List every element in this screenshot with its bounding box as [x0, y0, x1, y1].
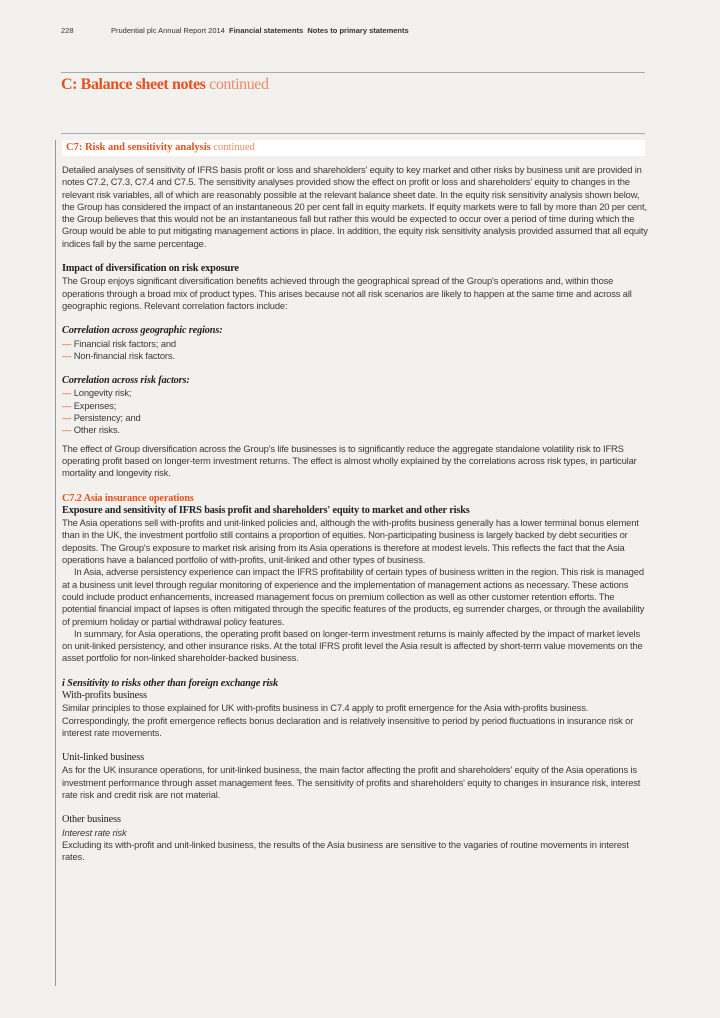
- asia-heading: C7.2 Asia insurance operations: [62, 492, 194, 504]
- list-item-text: Other risks.: [73, 424, 120, 436]
- page-title: [61, 76, 269, 94]
- list-item-text: Non-financial risk factors.: [73, 349, 175, 361]
- geo-heading: Correlation across geographic regions:: [62, 325, 223, 337]
- page-number: 228: [61, 26, 74, 35]
- list-item: [62, 424, 648, 436]
- asia-paragraph-3: In summary, for Asia operations, the operating profit based on longer-term investment returns is mainly affected by the impact of market levels on unit-linked persistency, and other insurance risks. At the total IFRS profit level the Asia result is affected by short-term value movements on the asset portfolio for non-linked shareholder-backed business.: [62, 627, 643, 664]
- divider: [61, 133, 645, 134]
- dash-marker: —: [62, 337, 72, 349]
- divider: [61, 72, 645, 73]
- dash-marker: —: [62, 424, 72, 436]
- list-item: [62, 400, 648, 412]
- interest-rate-heading: Interest rate risk: [62, 826, 127, 838]
- interest-rate-paragraph: Excluding its with-profit and unit-linked business, the results of the Asia business are sensitive to the vagaries of routine movements in interest rates.: [62, 838, 629, 863]
- title-main: C: Balance sheet notes: [61, 76, 206, 93]
- sensitivity-heading: i Sensitivity to risks other than foreign exchange risk: [62, 677, 279, 689]
- list-item: [62, 387, 648, 399]
- dash-marker: —: [62, 399, 72, 411]
- publication-name: Prudential plc Annual Report 2014: [111, 26, 225, 35]
- diversification-paragraph: The Group enjoys significant diversification benefits achieved through the geographical spread of the Group's operations and, within those operations through a broad mix of product types. This arises because not all risk scenarios are likely to happen at the same time and across all geographic regions. Relevant correlation factors include:: [62, 275, 632, 311]
- list-item: [62, 338, 648, 350]
- other-business-heading: Other business: [62, 814, 121, 826]
- unit-linked-paragraph: As for the UK insurance operations, for unit-linked business, the main factor affecting the profit and shareholders' equity of the Asia operations is investment performance through asset management fees. The sensitivity of profits and shareholders' equity to changes in insurance risk, interest rate risk and credit risk are not material.: [62, 764, 641, 801]
- section-name: Financial statements: [229, 26, 304, 35]
- section-title: [66, 142, 255, 153]
- breadcrumb: [111, 26, 409, 35]
- unit-linked-heading: Unit-linked business: [62, 752, 144, 764]
- subtitle-main: C7: Risk and sensitivity analysis: [66, 142, 211, 153]
- title-suffix: continued: [205, 76, 269, 93]
- diversification-heading: Impact of diversification on risk exposure: [62, 263, 239, 275]
- list-item-text: Persistency; and: [73, 412, 141, 424]
- list-item: [62, 350, 648, 362]
- subtitle-suffix: continued: [210, 142, 255, 153]
- diversification-closing: The effect of Group diversification across the Group's life businesses is to significantly reduce the aggregate standalone volatility risk to IFRS operating profit based on longer-term investment returns. The effect is almost wholly explained by the correlations across risk types, in particular mortality and longevity risk.: [62, 442, 637, 479]
- asia-subheading: Exposure and sensitivity of IFRS basis profit and shareholders' equity to market and other risks: [62, 504, 470, 516]
- list-item: [62, 412, 648, 424]
- section-border: [55, 140, 56, 986]
- dash-marker: —: [62, 349, 72, 361]
- subsection-name: Notes to primary statements: [307, 26, 409, 35]
- with-profits-paragraph: Similar principles to those explained for UK with-profits business in C7.4 apply to profit emergence for the Asia with-profits business. Correspondingly, the profit emergence reflects bonus declaration and is relatively insensitive to period by period fluctuations in insurance risk or interest rate movements.: [62, 702, 634, 738]
- list-item-text: Expenses;: [73, 399, 117, 411]
- intro-paragraph: Detailed analyses of sensitivity of IFRS basis profit or loss and shareholders' equity to key market and other risks by business unit are provided in notes C7.2, C7.3, C7.4 and C7.5. The sensitivity analyses provided show the effect on profit or loss and shareholders' equity to changes in the relevant risk variables, all of which are reasonably possible at the relevant balance sheet date. In the equity risk sensitivity analysis shown below, the Group has considered the impact of an instantaneous 20 per cent fall in equity markets. If equity markets were to fall by more than 20 per cent, the Group believes that this would not be an instantaneous fall but rather this would be expected to occur over a period of time during which the Group would be able to put mitigating management actions in place. In addition, the equity risk sensitivity analysis provided assumed that all equity indices fall by the same percentage.: [62, 164, 648, 249]
- body-text: [62, 164, 648, 864]
- with-profits-heading: With-profits business: [62, 689, 147, 701]
- dash-marker: —: [62, 387, 72, 399]
- list-item-text: Longevity risk;: [73, 387, 132, 399]
- asia-paragraph-1: The Asia operations sell with-profits and unit-linked policies and, although the with-profits business generally has a lower terminal bonus element than in the UK, the investment portfolio still contains a proportion of equities. Non-participating business is largely backed by debt securities or deposits. The Group's exposure to market risk arising from its Asia operations is therefore at modest levels. This reflects the fact that the Asia operations have a balanced portfolio of with-profits, unit-linked and other types of business.: [62, 517, 639, 566]
- risk-factors-heading: Correlation across risk factors:: [62, 375, 190, 387]
- list-item-text: Financial risk factors; and: [73, 337, 176, 349]
- dash-marker: —: [62, 412, 72, 424]
- asia-paragraph-2: In Asia, adverse persistency experience can impact the IFRS profitability of certain types of business written in the region. This risk is managed at a business unit level through regular monitoring of experience and the implementation of management actions as necessary. These actions could include product enhancements, increased management focus on premium collection as well as other customer retention efforts. The potential financial impact of lapses is often mitigated through the specific features of the products, eg surrender charges, or through the availability of premium holiday or partial withdrawal policy features.: [62, 566, 645, 627]
